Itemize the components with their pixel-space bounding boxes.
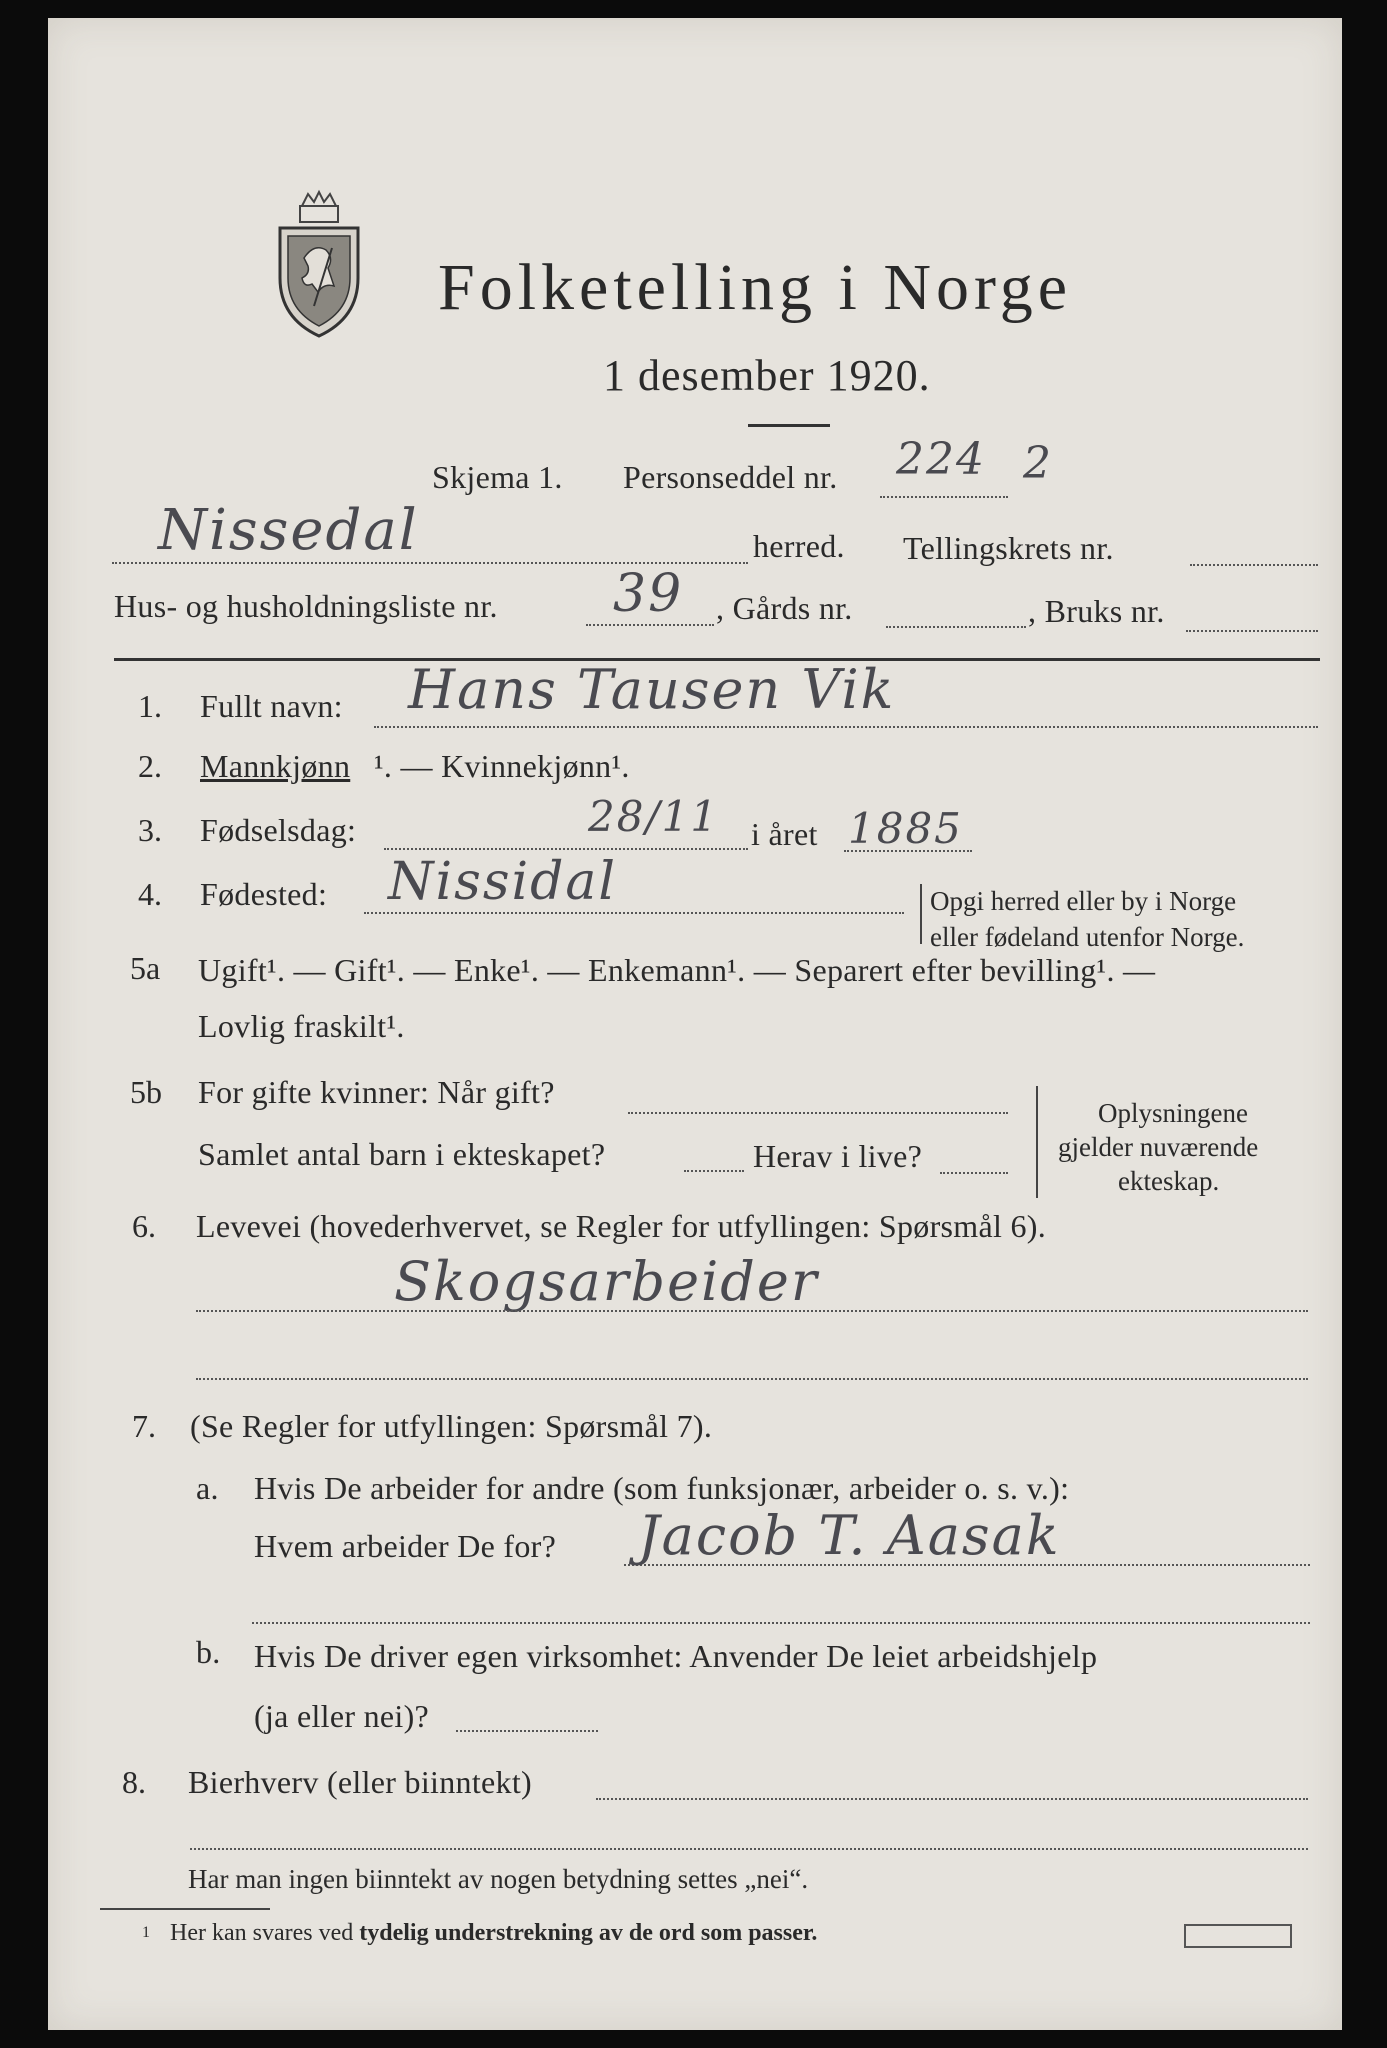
q5b-married-line — [628, 1112, 1008, 1114]
q5b-note-3: ekteskap. — [1118, 1166, 1220, 1196]
q4-label: Fødested: — [200, 876, 328, 912]
q4-value: Nissidal — [388, 852, 618, 912]
q4-note-1: Opgi herred eller by i Norge — [930, 886, 1237, 916]
q1-label: Fullt navn: — [200, 688, 343, 724]
herred-value: Nissedal — [158, 498, 419, 563]
q1-number: 1. — [138, 688, 162, 724]
q4-number: 4. — [138, 876, 162, 912]
census-date: 1 desember 1920. — [603, 351, 931, 400]
q3-number: 3. — [138, 812, 162, 848]
q5b-note-1: Oplysningene — [1098, 1098, 1248, 1128]
q5b-alive: Herav i live? — [753, 1138, 923, 1174]
q7a-text: Hvis De arbeider for andre (som funksjonær, arbeider o. s. v.): — [254, 1470, 1070, 1506]
q5b-alive-line — [940, 1172, 1008, 1174]
personseddel-label: Personseddel nr. — [623, 459, 838, 495]
q8-note: Har man ingen biinntekt av nogen betydning settes „nei“. — [188, 1864, 809, 1894]
q8-line-2 — [190, 1848, 1308, 1850]
footnote-text-plain: Her kan svares ved — [170, 1920, 360, 1946]
q6-line-2 — [196, 1378, 1308, 1380]
q3-year-label: i året — [751, 816, 818, 852]
footnote-mark: 1 — [142, 1924, 150, 1941]
q8-line-1 — [596, 1798, 1308, 1800]
q5a-number: 5a — [130, 950, 161, 986]
q7-number: 7. — [132, 1408, 156, 1444]
q4-note-2: eller fødeland utenfor Norge. — [930, 922, 1245, 952]
personseddel-extra: 2 — [1023, 438, 1053, 489]
q5b-children-line — [684, 1170, 744, 1172]
q5b-brace — [1036, 1086, 1038, 1198]
tellingskrets-line — [1190, 564, 1318, 566]
q5b-married-when: For gifte kvinner: Når gift? — [198, 1074, 555, 1110]
q1-line — [374, 726, 1318, 728]
herred-label: herred. — [753, 528, 845, 564]
q4-line — [364, 912, 904, 914]
skjema-label: Skjema 1. — [432, 459, 563, 495]
q6-text: Levevei (hovederhvervet, se Regler for utfyllingen: Spørsmål 6). — [196, 1208, 1047, 1244]
q3-line — [384, 848, 748, 850]
personseddel-line — [880, 496, 1008, 498]
q2-female: ¹. — Kvinnekjønn¹. — [374, 748, 630, 784]
q7a-value: Jacob T. Aasak — [638, 1504, 1061, 1567]
q2-male: Mannkjønn — [200, 748, 351, 784]
coat-of-arms-icon — [274, 188, 364, 338]
q7b-line — [456, 1730, 598, 1732]
q4-brace — [920, 884, 922, 944]
q2-number: 2. — [138, 748, 162, 784]
footnote-rule — [100, 1908, 270, 1910]
census-form — [48, 18, 1342, 2030]
q5b-note-2: gjelder nuværende — [1058, 1132, 1259, 1162]
footnote-text-bold: tydelig understrekning av de ord som passer. — [359, 1920, 818, 1946]
husliste-label: Hus- og husholdningsliste nr. — [114, 588, 498, 624]
gards-line — [886, 626, 1026, 628]
q5b-children: Samlet antal barn i ekteskapet? — [198, 1136, 606, 1172]
q7b-text: Hvis De driver egen virksomhet: Anvender De leiet arbeidshjelp — [254, 1638, 1098, 1674]
q8-number: 8. — [122, 1764, 146, 1800]
q6-value: Skogsarbeider — [394, 1250, 819, 1313]
printer-stamp — [1184, 1924, 1292, 1948]
tellingskrets-label: Tellingskrets nr. — [903, 530, 1114, 566]
bruks-line — [1186, 630, 1318, 632]
q3-label: Fødselsdag: — [200, 812, 357, 848]
q7-text: (Se Regler for utfyllingen: Spørsmål 7). — [190, 1408, 713, 1444]
gards-label: , Gårds nr. — [716, 590, 853, 626]
husliste-value: 39 — [613, 564, 684, 624]
q3-year: 1885 — [848, 804, 963, 853]
personseddel-value: 224 — [896, 434, 986, 485]
q3-value: 28/11 — [588, 792, 720, 841]
q6-line-1 — [196, 1310, 1308, 1312]
q5a-options: Ugift¹. — Gift¹. — Enke¹. — Enkemann¹. — Separert efter bevilling¹. — — [198, 952, 1156, 988]
q5b-number: 5b — [130, 1074, 162, 1110]
q6-number: 6. — [132, 1208, 156, 1244]
q7a-number: a. — [196, 1470, 219, 1506]
q7a-employer-label: Hvem arbeider De for? — [254, 1528, 557, 1564]
q1-value: Hans Tausen Vik — [408, 658, 896, 721]
q7b-number: b. — [196, 1634, 221, 1670]
q7a-line-2 — [252, 1622, 1310, 1624]
q5a-options-2: Lovlig fraskilt¹. — [198, 1008, 405, 1044]
form-title: Folketelling i Norge — [438, 251, 1073, 324]
footnote-text — [170, 1920, 817, 1947]
q7b-yes-no: (ja eller nei)? — [254, 1698, 430, 1734]
q8-text: Bierhverv (eller biinntekt) — [188, 1764, 532, 1800]
bruks-label: , Bruks nr. — [1028, 593, 1165, 629]
title-divider — [748, 424, 830, 427]
husliste-line — [586, 624, 714, 626]
